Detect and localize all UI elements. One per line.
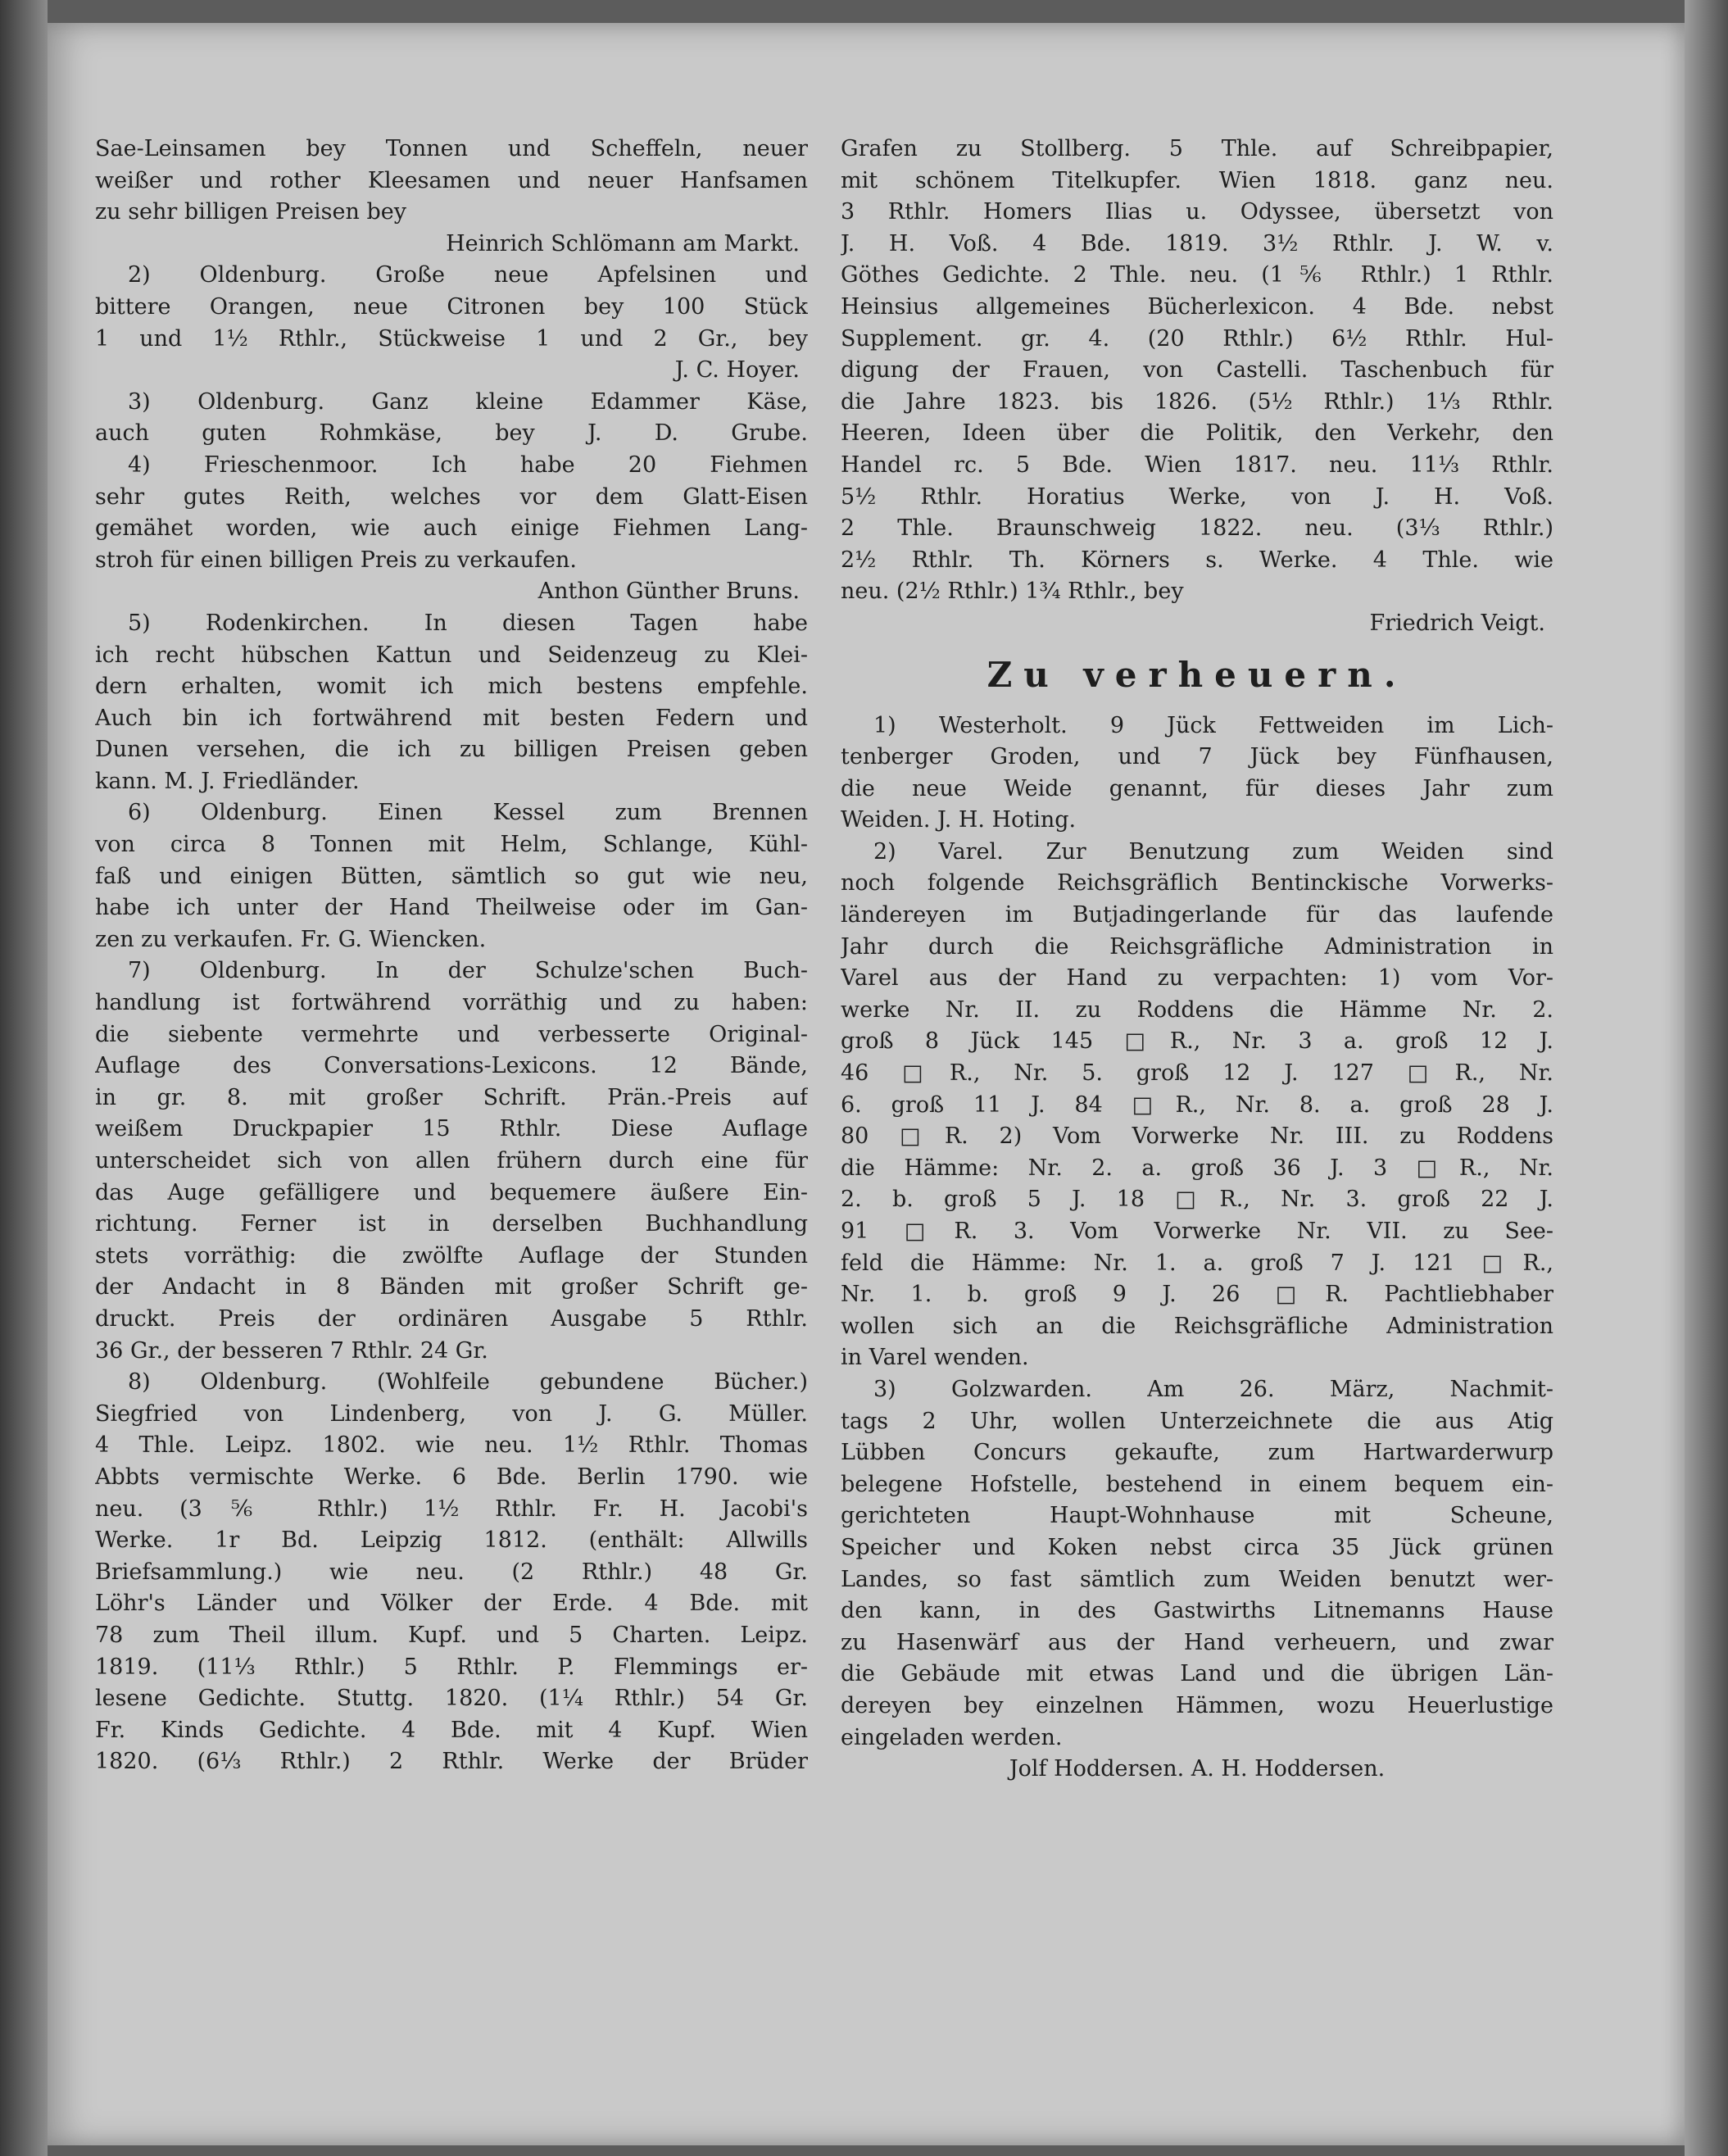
text-line: faß und einigen Bütten, sämtlich so gut wie neu,: [95, 863, 808, 889]
text-line: 3) Oldenburg. Ganz kleine Edammer Käse,: [128, 388, 808, 415]
text-line: habe ich unter der Hand Theilweise oder im Gan-: [95, 895, 808, 921]
text-line: in Varel wenden.: [841, 1345, 1029, 1371]
text-line: den kann, in des Gastwirths Litnemanns Hause: [841, 1598, 1553, 1624]
text-line: 1 und 1½ Rthlr., Stückweise 1 und 2 Gr., bey: [95, 325, 808, 352]
book-list-continuation: [841, 134, 1553, 640]
text-line: Abbts vermischte Werke. 6 Bde. Berlin 1790. wie: [95, 1464, 808, 1490]
text-line: Briefsammlung.) wie neu. (2 Rthlr.) 48 Gr.: [95, 1559, 808, 1585]
text-line: zu sehr billigen Preisen bey: [95, 199, 406, 225]
text-line: J. C. Hoyer.: [674, 357, 800, 384]
text-line: lesene Gedichte. Stuttg. 1820. (1¼ Rthlr.) 54 Gr.: [95, 1686, 808, 1712]
text-line: zu Hasenwärf aus der Hand verheuern, und zwar: [841, 1629, 1553, 1655]
text-line: die Jahre 1823. bis 1826. (5½ Rthlr.) 1⅓ Rthlr.: [841, 388, 1553, 415]
page-stack-edge: [1685, 0, 1728, 2156]
right-text-column: [841, 134, 1553, 1786]
text-line: 8) Oldenburg. (Wohlfeile gebundene Bücher.): [128, 1369, 808, 1396]
text-line: Landes, so fast sämtlich zum Weiden benutzt wer-: [841, 1566, 1553, 1592]
text-line: Weiden. J. H. Hoting.: [841, 807, 1077, 833]
book-binding-shadow: [0, 0, 48, 2156]
text-line: 4 Thle. Leipz. 1802. wie neu. 1½ Rthlr. Thomas: [95, 1432, 808, 1459]
text-line: 2) Oldenburg. Große neue Apfelsinen und: [128, 262, 808, 288]
text-line: Dunen versehen, die ich zu billigen Preisen geben: [95, 737, 808, 763]
text-line: Supplement. gr. 4. (20 Rthlr.) 6½ Rthlr. Hul-: [841, 325, 1553, 352]
text-line: Auch bin ich fortwährend mit besten Federn und: [95, 705, 808, 731]
text-line: sehr gutes Reith, welches vor dem Glatt-Eisen: [95, 483, 808, 510]
text-line: die Hämme: Nr. 2. a. groß 36 J. 3 □R., Nr.: [841, 1155, 1553, 1181]
text-line: tags 2 Uhr, wollen Unterzeichnete die aus Atig: [841, 1408, 1553, 1434]
section-heading: Zu verheuern.: [986, 654, 1408, 695]
text-line: Auflage des Conversations-Lexicons. 12 Bände,: [95, 1053, 808, 1079]
text-line: Siegfried von Lindenberg, von J. G. Müller.: [95, 1400, 808, 1427]
text-line: 1820. (6⅓ Rthlr.) 2 Rthlr. Werke der Brüder: [95, 1749, 808, 1775]
text-line: noch folgende Reichsgräflich Bentinckische Vorwerks-: [841, 870, 1553, 896]
text-line: Nr. 1. b. groß 9 J. 26 □R. Pachtliebhaber: [841, 1282, 1553, 1308]
text-line: stets vorräthig: die zwölfte Auflage der Stunden: [95, 1242, 808, 1269]
text-line: 6) Oldenburg. Einen Kessel zum Brennen: [128, 800, 808, 826]
text-line: richtung. Ferner ist in derselben Buchhandlung: [95, 1211, 808, 1237]
text-line: gerichteten Haupt-Wohnhause mit Scheune,: [841, 1503, 1553, 1529]
text-line: neu. (3⅚ Rthlr.) 1½ Rthlr. Fr. H. Jacobi's: [95, 1496, 808, 1522]
text-line: eingeladen werden.: [841, 1724, 1063, 1750]
text-line: 4) Frieschenmoor. Ich habe 20 Fiehmen: [128, 452, 808, 478]
text-line: die siebente vermehrte und verbesserte Original-: [95, 1021, 808, 1047]
text-line: Handel rc. 5 Bde. Wien 1817. neu. 11⅓ Rthlr.: [841, 452, 1553, 478]
text-line: Friedrich Veigt.: [1369, 610, 1545, 636]
text-line: tenberger Groden, und 7 Jück bey Fünfhausen,: [841, 744, 1553, 770]
text-line: weißem Druckpapier 15 Rthlr. Diese Auflage: [95, 1116, 808, 1142]
text-line: kann. M. J. Friedländer.: [95, 768, 360, 794]
text-line: mit schönem Titelkupfer. Wien 1818. ganz neu.: [841, 167, 1553, 193]
text-line: Anthon Günther Bruns.: [537, 579, 800, 605]
text-line: 78 zum Theil illum. Kupf. und 5 Charten. Leipz.: [95, 1622, 808, 1648]
text-line: Grafen zu Stollberg. 5 Thle. auf Schreibpapier,: [841, 136, 1553, 161]
newspaper-page: [48, 23, 1685, 2145]
text-line: 1) Westerholt. 9 Jück Fettweiden im Lich-: [873, 712, 1553, 738]
text-line: Speicher und Koken nebst circa 35 Jück grünen: [841, 1534, 1553, 1560]
text-line: 2½ Rthlr. Th. Körners s. Werke. 4 Thle. wie: [841, 547, 1553, 573]
text-line: 5½ Rthlr. Horatius Werke, von J. H. Voß.: [841, 483, 1553, 510]
text-line: druckt. Preis der ordinären Ausgabe 5 Rthlr.: [95, 1305, 808, 1332]
text-line: belegene Hofstelle, bestehend in einem bequem ein-: [841, 1471, 1553, 1497]
text-line: Werke. 1r Bd. Leipzig 1812. (enthält: Allwills: [95, 1527, 808, 1554]
text-line: wollen sich an die Reichsgräfliche Administration: [841, 1313, 1553, 1339]
text-line: Sae-Leinsamen bey Tonnen und Scheffeln, neuer: [95, 136, 808, 161]
text-line: zen zu verkaufen. Fr. G. Wiencken.: [95, 926, 487, 952]
text-line: Jahr durch die Reichsgräfliche Administration in: [841, 933, 1553, 960]
text-line: das Auge gefälligere und bequemere äußere Ein-: [95, 1179, 808, 1205]
text-line: bittere Orangen, neue Citronen bey 100 Stück: [95, 293, 808, 320]
text-line: 3 Rthlr. Homers Ilias u. Odyssee, übersetzt von: [841, 199, 1553, 225]
text-line: Heinrich Schlömann am Markt.: [446, 230, 800, 256]
text-line: der Andacht in 8 Bänden mit großer Schrift ge-: [95, 1274, 808, 1300]
text-line: von circa 8 Tonnen mit Helm, Schlange, Kühl-: [95, 832, 808, 858]
text-line: Fr. Kinds Gedichte. 4 Bde. mit 4 Kupf. Wien: [95, 1717, 808, 1743]
text-line: auch guten Rohmkäse, bey J. D. Grube.: [95, 420, 808, 447]
text-line: 2 Thle. Braunschweig 1822. neu. (3⅓ Rthlr.): [841, 515, 1553, 542]
text-line: unterscheidet sich von allen frühern durch eine für: [95, 1148, 808, 1173]
text-line: Heeren, Ideen über die Politik, den Verkehr, den: [841, 420, 1553, 447]
text-line: 1819. (11⅓ Rthlr.) 5 Rthlr. P. Flemmings er-: [95, 1654, 808, 1680]
text-line: 2. b. groß 5 J. 18 □R., Nr. 3. groß 22 J.: [841, 1187, 1553, 1213]
text-line: die Gebäude mit etwas Land und die übrigen Län-: [841, 1661, 1553, 1687]
text-line: Löhr's Länder und Völker der Erde. 4 Bde. mit: [95, 1591, 808, 1617]
text-line: 46 □R., Nr. 5. groß 12 J. 127 □R., Nr.: [841, 1060, 1553, 1087]
text-line: 5) Rodenkirchen. In diesen Tagen habe: [128, 610, 808, 636]
rental-notices: [841, 710, 1553, 1786]
text-line: 3) Golzwarden. Am 26. März, Nachmit-: [873, 1376, 1553, 1402]
text-line: dereyen bey einzelnen Hämmen, wozu Heuerlustige: [841, 1692, 1553, 1718]
text-line: Göthes Gedichte. 2 Thle. neu. (1⅚ Rthlr.) 1 Rthlr.: [841, 262, 1553, 288]
text-line: neu. (2½ Rthlr.) 1¾ Rthlr., bey: [841, 579, 1184, 605]
text-line: Jolf Hoddersen. A. H. Hoddersen.: [1009, 1756, 1386, 1782]
text-line: Varel aus der Hand zu verpachten: 1) vom Vor-: [841, 965, 1553, 992]
text-line: werke Nr. II. zu Roddens die Hämme Nr. 2.: [841, 996, 1553, 1023]
text-line: in gr. 8. mit großer Schrift. Prän.-Preis auf: [95, 1084, 808, 1110]
text-line: feld die Hämme: Nr. 1. a. groß 7 J. 121 □R.,: [841, 1250, 1553, 1276]
text-line: die neue Weide genannt, für dieses Jahr zum: [841, 775, 1553, 801]
text-line: 7) Oldenburg. In der Schulze'schen Buch-: [128, 958, 808, 984]
text-line: weißer und rother Kleesamen und neuer Hanfsamen: [95, 167, 808, 193]
text-line: gemähet worden, wie auch einige Fiehmen Lang-: [95, 515, 808, 542]
text-line: Lübben Concurs gekaufte, zum Hartwarderwurp: [841, 1440, 1553, 1466]
left-text-column: [95, 134, 808, 1778]
text-line: 36 Gr., der besseren 7 Rthlr. 24 Gr.: [95, 1337, 488, 1364]
text-line: ich recht hübschen Kattun und Seidenzeug zu Klei-: [95, 642, 808, 668]
text-line: 91 □R. 3. Vom Vorwerke Nr. VII. zu See-: [841, 1219, 1553, 1244]
text-line: 80 □R. 2) Vom Vorwerke Nr. III. zu Roddens: [841, 1123, 1553, 1150]
text-line: digung der Frauen, von Castelli. Taschenbuch für: [841, 357, 1553, 384]
text-line: stroh für einen billigen Preis zu verkaufen.: [95, 547, 577, 573]
text-line: handlung ist fortwährend vorräthig und zu haben:: [95, 990, 808, 1016]
text-line: groß 8 Jück 145 □R., Nr. 3 a. groß 12 J.: [841, 1028, 1553, 1055]
text-line: 2) Varel. Zur Benutzung zum Weiden sind: [873, 838, 1553, 865]
text-line: dern erhalten, womit ich mich bestens empfehle.: [95, 674, 808, 700]
text-line: J. H. Voß. 4 Bde. 1819. 3½ Rthlr. J. W. v.: [841, 230, 1553, 256]
text-line: ländereyen im Butjadingerlande für das laufende: [841, 902, 1553, 928]
text-line: 6. groß 11 J. 84 □R., Nr. 8. a. groß 28 J.: [841, 1092, 1553, 1118]
text-line: Heinsius allgemeines Bücherlexicon. 4 Bde. nebst: [841, 293, 1553, 320]
